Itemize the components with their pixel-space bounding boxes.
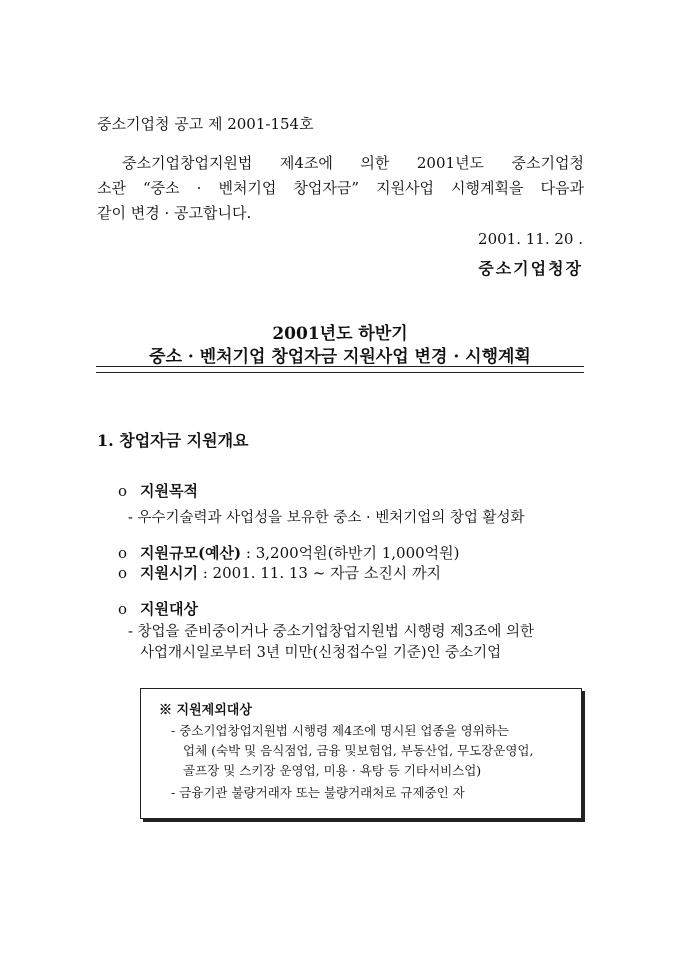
purpose-detail: - 우수기술력과 사업성을 보유한 중소 · 벤처기업의 창업 활성화 [128, 510, 525, 526]
exclusion-title: ※ 지원제외대상 [159, 703, 252, 718]
exclusion-box [140, 688, 582, 819]
purpose-label: 지원목적 [140, 482, 198, 500]
bullet-marker: o [118, 564, 128, 582]
document-title-line-1: 2001년도 하반기 [272, 324, 408, 344]
exclusion-item-1-line-1: - 중소기업창업지원법 시행령 제4조에 명시된 업종을 영위하는 [171, 723, 509, 738]
target-label: 지원대상 [140, 600, 198, 618]
notice-number: 중소기업청 공고 제 2001-154호 [97, 115, 314, 133]
document-title-line-2: 중소 · 벤처기업 창업자금 지원사업 변경 · 시행계획 [149, 347, 531, 367]
intro-line-3: 같이 변경 · 공고합니다. [97, 204, 252, 222]
title-double-rule [96, 366, 584, 373]
bullet-marker: o [118, 482, 128, 500]
scale-value: : 3,200억원(하반기 1,000억원) [241, 544, 460, 562]
target-detail-line-2: 사업개시일로부터 3년 미만(신청접수일 기준)인 중소기업 [140, 645, 502, 661]
intro-line-2: 소관 “중소 · 벤처기업 창업자금” 지원사업 시행계획을 다음과 [97, 179, 584, 197]
exclusion-item-1-line-2: 업체 (숙박 및 음식점업, 금융 및보험업, 부동산업, 무도장운영업, [183, 743, 534, 758]
section-1-heading: 1. 창업자금 지원개요 [97, 431, 249, 450]
timing-label: 지원시기 [140, 564, 198, 582]
target-item [118, 598, 198, 619]
intro-line-1: 중소기업창업지원법 제4조에 의한 2001년도 중소기업청 [122, 154, 584, 172]
bullet-marker: o [118, 600, 128, 618]
target-detail [128, 622, 586, 664]
target-detail-line-1: - 창업을 준비중이거나 중소기업창업지원법 시행령 제3조에 의한 [128, 624, 534, 640]
exclusion-item-1-line-3: 골프장 및 스키장 운영업, 미용 · 욕탕 등 기타서비스업) [183, 763, 482, 778]
timing-value: : 2001. 11. 13 ~ 자금 소진시 까지 [197, 564, 442, 582]
notice-date: 2001. 11. 20 . [478, 230, 583, 248]
exclusion-item-2: - 금융기관 불량거래자 또는 불량거래처로 규제중인 자 [171, 785, 465, 800]
bullet-marker: o [118, 544, 128, 562]
scale-item [118, 542, 460, 563]
scale-label: 지원규모(예산) [140, 544, 242, 562]
intro-paragraph [97, 151, 584, 226]
purpose-item [118, 480, 198, 501]
timing-item [118, 562, 441, 583]
issuer-name: 중소기업청장 [478, 259, 583, 278]
exclusion-item-1 [171, 721, 533, 781]
